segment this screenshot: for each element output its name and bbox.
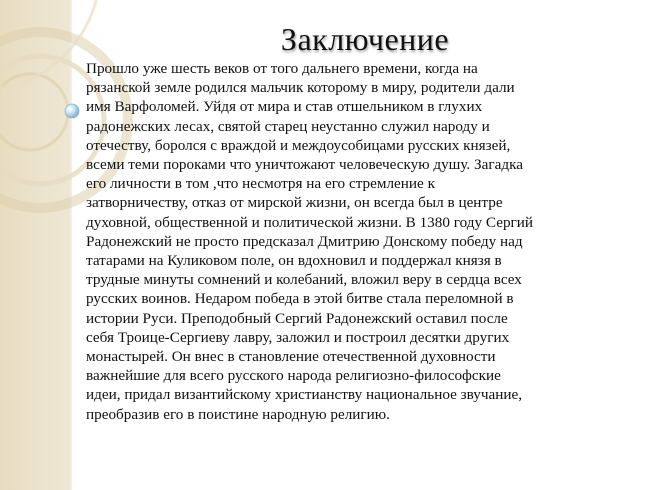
slide-body-text: Прошло уже шесть веков от того дальнего времени, когда на рязанской земле родился мальчик которому в миру, родители дали имя Варфоломей. Уйдя от мира и став отшельником в глухих радонежских лесах, святой старец неустанно служил народу и отечеству, боролся с враждой и междоусобицами русских князей, всеми теми пороками что уничтожают человеческую душу. Загадка его личности в том ,что несмотря на его стремление к затворничеству, отказ от мирской жизни, он всегда был в центре духовной, общественной и политической жизни. В 1380 году Сергий Радонежский не просто предсказал Дмитрию Донскому победу над татарами на Куликовом поле, он вдохновил и поддержал князя в трудные минуты сомнений и колебаний, вложил веру в сердца всех русских воинов. Недаром победа в этой битве стала переломной в истории Руси. Преподобный Сергий Радонежский оставил после себя Троице-Сергиеву лавру, заложил и построил десятки других монастырей. Он внес в становление отечественной духовности важнейшие для всего русского народа религиозно-философские идеи, придал византийскому христианству национальное звучание, преобразив его в поистине народную религию. <box>86 60 534 423</box>
decorative-side-band <box>0 0 72 490</box>
band-edge-line <box>70 0 72 490</box>
slide-title: Заключение <box>280 21 450 57</box>
